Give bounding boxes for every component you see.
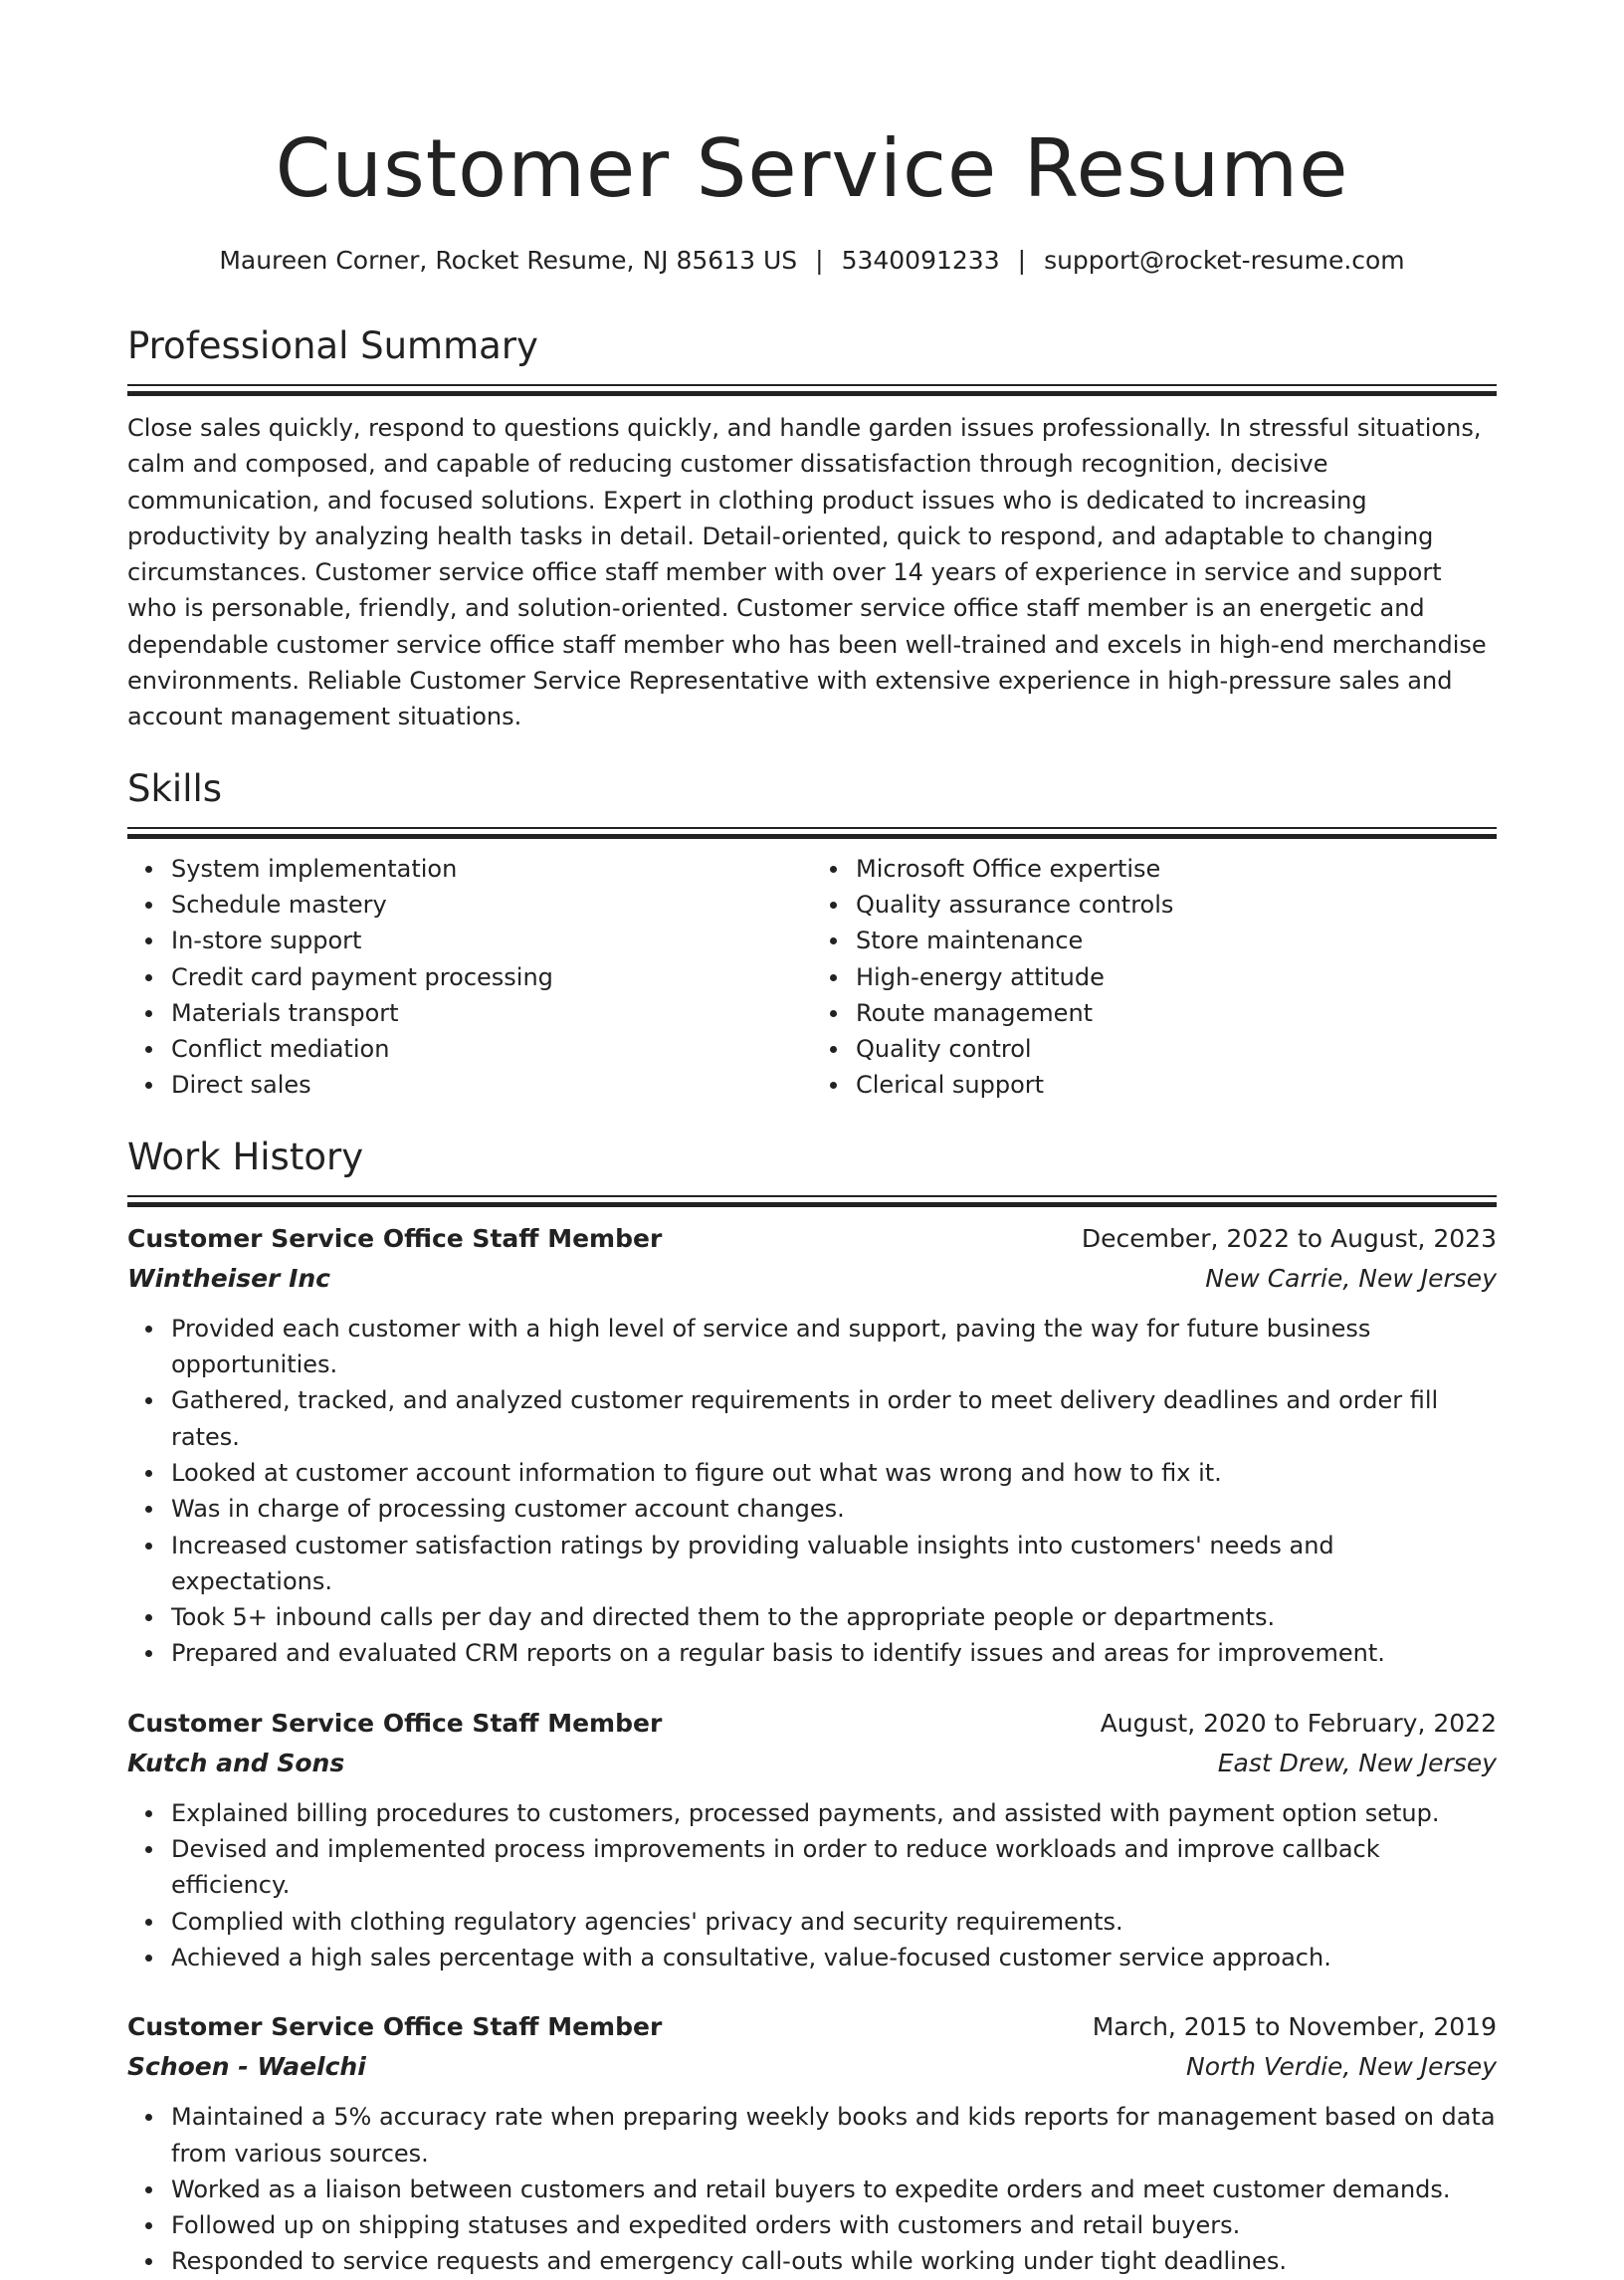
job-employer-row xyxy=(127,2047,1497,2087)
job-duty-item: Followed up on shipping statuses and expedited orders with customers and retail buyers. xyxy=(171,2207,1497,2243)
skill-item: Materials transport xyxy=(171,995,812,1031)
job-duty-item: Worked as a liaison between customers and retail buyers to expedite orders and meet customer demands. xyxy=(171,2172,1497,2207)
job-duty-item: Complied with clothing regulatory agencies' privacy and security requirements. xyxy=(171,1904,1497,1940)
skill-item: Credit card payment processing xyxy=(171,959,812,995)
job-duties-list xyxy=(127,2099,1497,2279)
skills-column-right xyxy=(812,851,1497,1104)
skill-item: High-energy attitude xyxy=(856,959,1497,995)
summary-heading: Professional Summary xyxy=(127,324,538,367)
job-duty-item: Maintained a 5% accuracy rate when preparing weekly books and kids reports for management based on data from various sources. xyxy=(171,2099,1497,2172)
skills-heading: Skills xyxy=(127,766,223,810)
job-duty-item: Was in charge of processing customer account changes. xyxy=(171,1491,1497,1527)
job-duty-item: Looked at customer account information to figure out what was wrong and how to fix it. xyxy=(171,1455,1497,1491)
skill-item: Quality assurance controls xyxy=(856,887,1497,923)
job-duty-item: Explained billing procedures to customers, processed payments, and assisted with payment option setup. xyxy=(171,1795,1497,1831)
section-divider xyxy=(127,384,1497,386)
contact-address: Maureen Corner, Rocket Resume, NJ 85613 US xyxy=(219,246,798,275)
job-duty-item: Gathered, tracked, and analyzed customer requirements in order to meet delivery deadlines and order fill rates. xyxy=(171,1382,1497,1455)
job-dates: August, 2020 to February, 2022 xyxy=(1100,1708,1497,1738)
skill-item: Direct sales xyxy=(171,1067,812,1103)
job-entry xyxy=(127,1219,1497,1672)
summary-section xyxy=(127,322,1497,735)
job-title: Customer Service Office Staff Member xyxy=(127,2012,663,2042)
job-header-row xyxy=(127,1219,1497,1259)
contact-phone: 5340091233 xyxy=(841,246,1000,275)
job-company: Kutch and Sons xyxy=(127,1748,345,1777)
job-employer-row xyxy=(127,1259,1497,1299)
job-duty-item: Prepared and evaluated CRM reports on a regular basis to identify issues and areas for improvement. xyxy=(171,1635,1497,1671)
section-divider xyxy=(127,827,1497,829)
contact-line xyxy=(127,243,1497,279)
job-entry xyxy=(127,2007,1497,2279)
job-title: Customer Service Office Staff Member xyxy=(127,1708,663,1738)
job-header-row xyxy=(127,1704,1497,1744)
contact-email: support@rocket-resume.com xyxy=(1044,246,1405,275)
job-location: North Verdie, New Jersey xyxy=(1186,2052,1497,2082)
job-header-row xyxy=(127,2007,1497,2047)
job-duty-item: Achieved a high sales percentage with a consultative, value-focused customer service approach. xyxy=(171,1940,1497,1975)
skills-section xyxy=(127,765,1497,1104)
job-duty-item: Devised and implemented process improvements in order to reduce workloads and improve callback efficiency. xyxy=(171,1831,1497,1904)
job-company: Wintheiser Inc xyxy=(127,1263,331,1293)
job-duties-list xyxy=(127,1311,1497,1672)
work-history-section xyxy=(127,1134,1497,2280)
job-dates: March, 2015 to November, 2019 xyxy=(1092,2012,1497,2042)
job-employer-row xyxy=(127,1744,1497,1783)
skill-item: Quality control xyxy=(856,1031,1497,1067)
page-title: Customer Service Resume xyxy=(275,122,1349,215)
skills-grid xyxy=(127,851,1497,1104)
job-duties-list xyxy=(127,1795,1497,1975)
job-entry xyxy=(127,1704,1497,1975)
summary-text: Close sales quickly, respond to questions quickly, and handle garden issues professionally. In stressful situations, calm and composed, and capable of reducing customer dissatisfaction through recognition, decisive communication, and focused solutions. Expert in clothing product issues who is dedicated to increasing productivity by analyzing health tasks in detail. Detail-oriented, quick to respond, and adaptable to changing circumstances. Customer service office staff member with over 14 years of experience in service and support who is personable, friendly, and solution-oriented. Customer service office staff member is an energetic and dependable customer service office staff member who has been well-trained and excels in high-end merchandise environments. Reliable Customer Service Representative with extensive experience in high-pressure sales and account management situations. xyxy=(127,414,1487,731)
skill-item: Conflict mediation xyxy=(171,1031,812,1067)
contact-separator: | xyxy=(1017,246,1027,275)
job-company: Schoen - Waelchi xyxy=(127,2052,366,2082)
skill-item: Route management xyxy=(856,995,1497,1031)
job-duty-item: Took 5+ inbound calls per day and directed them to the appropriate people or departments. xyxy=(171,1599,1497,1635)
skill-item: Schedule mastery xyxy=(171,887,812,923)
job-duty-item: Increased customer satisfaction ratings by providing valuable insights into customers' needs and expectations. xyxy=(171,1528,1497,1600)
skill-item: In-store support xyxy=(171,923,812,958)
job-duty-item: Provided each customer with a high level of service and support, paving the way for future business opportunities. xyxy=(171,1311,1497,1383)
job-title: Customer Service Office Staff Member xyxy=(127,1223,663,1253)
work-history-heading: Work History xyxy=(127,1135,364,1178)
skills-column-left xyxy=(127,851,812,1104)
skill-item: System implementation xyxy=(171,851,812,887)
section-divider xyxy=(127,1195,1497,1197)
skill-item: Clerical support xyxy=(856,1067,1497,1103)
job-duty-item: Responded to service requests and emergency call-outs while working under tight deadlines. xyxy=(171,2243,1497,2279)
job-location: New Carrie, New Jersey xyxy=(1205,1263,1497,1293)
job-dates: December, 2022 to August, 2023 xyxy=(1081,1223,1497,1253)
job-location: East Drew, New Jersey xyxy=(1217,1748,1497,1777)
contact-separator: | xyxy=(815,246,824,275)
skill-item: Store maintenance xyxy=(856,923,1497,958)
skill-item: Microsoft Office expertise xyxy=(856,851,1497,887)
